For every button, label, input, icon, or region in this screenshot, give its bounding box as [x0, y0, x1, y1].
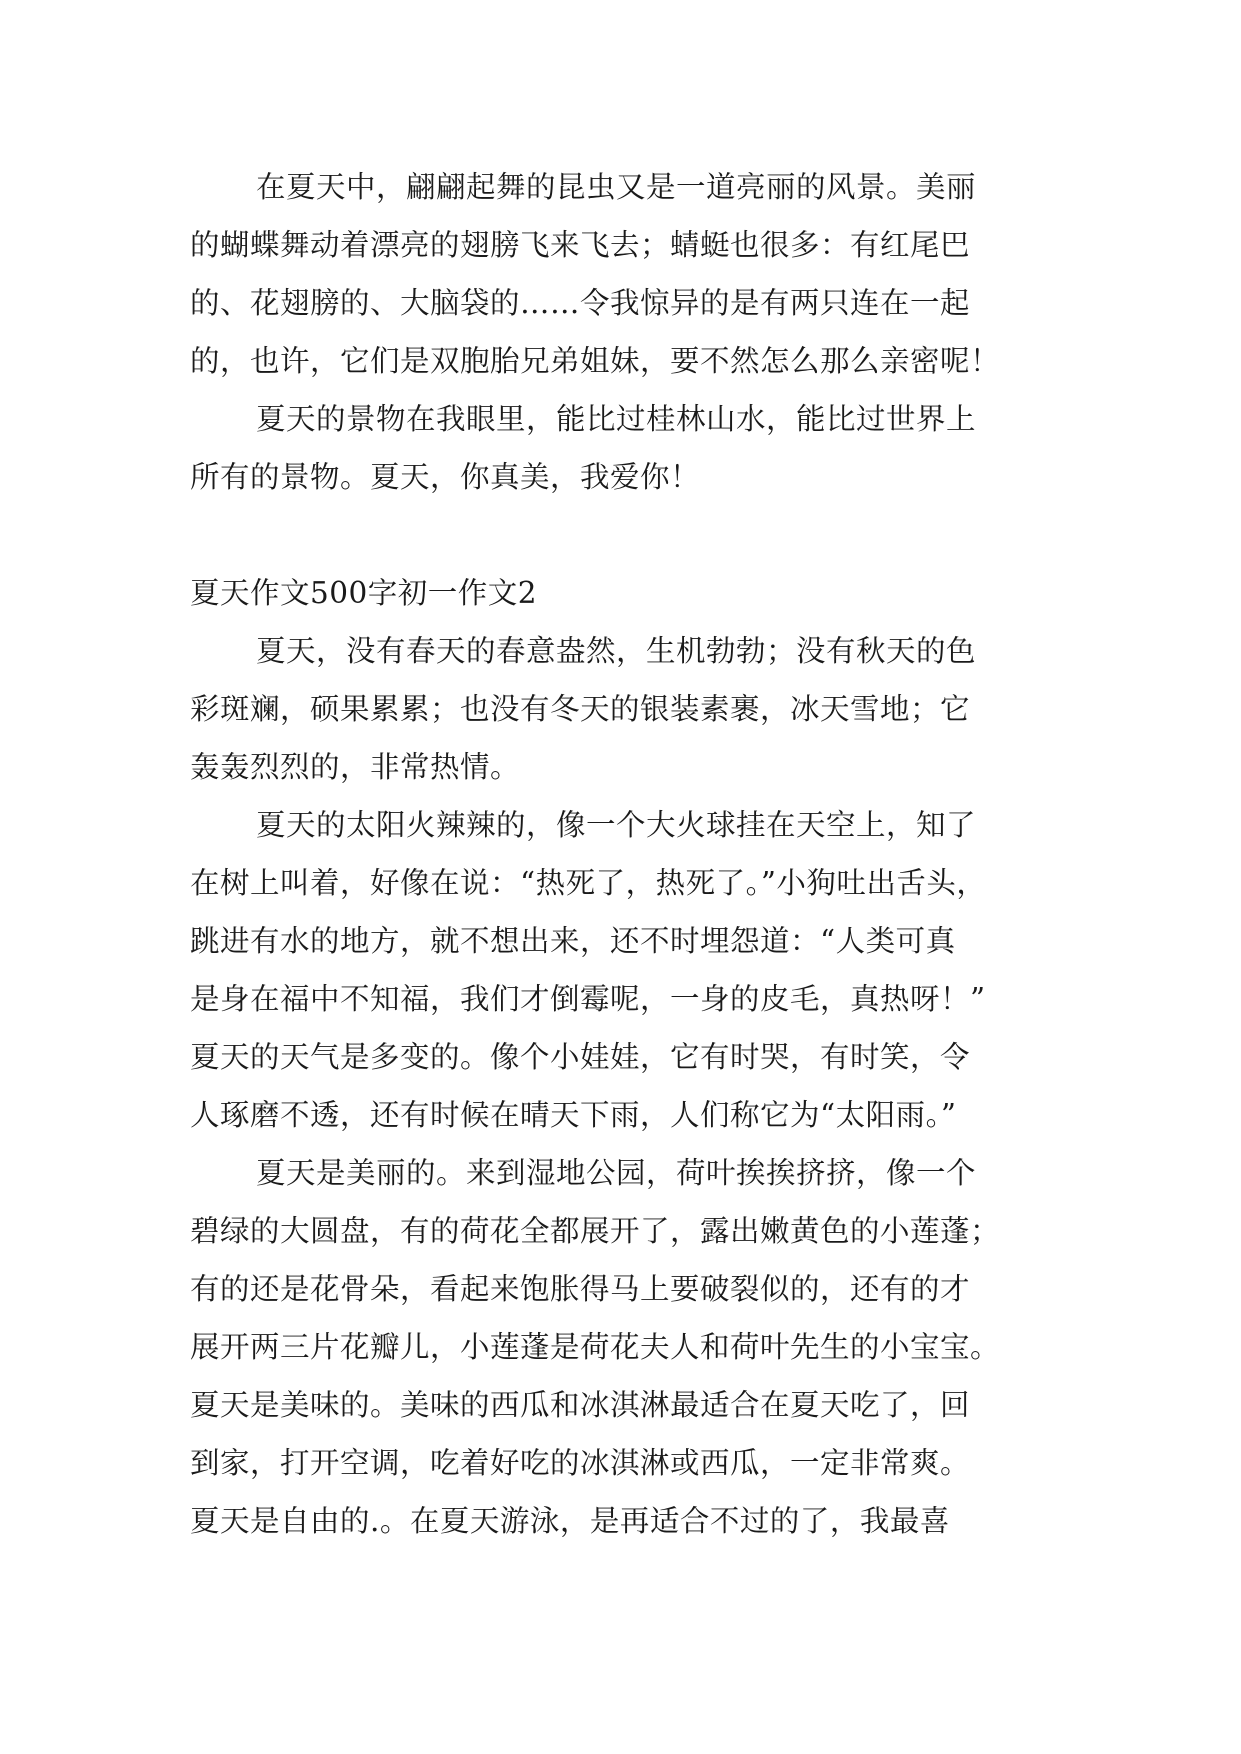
text-line: 跳进有水的地方，就不想出来，还不时埋怨道：“人类可真 [190, 924, 956, 958]
text-line: 轰轰烈烈的，非常热情。 [190, 750, 521, 784]
text-line: 夏天的天气是多变的。像个小娃娃，它有时哭，有时笑，令 [190, 1040, 971, 1074]
text-line: 展开两三片花瓣儿，小莲蓬是荷花夫人和荷叶先生的小宝宝。 [190, 1330, 1001, 1364]
text-line: 夏天的景物在我眼里，能比过桂林山水，能比过世界上 [256, 402, 977, 436]
text-line: 所有的景物。夏天，你真美，我爱你！ [190, 460, 701, 494]
text-line: 是身在福中不知福，我们才倒霉呢，一身的皮毛，真热呀！” [190, 982, 986, 1016]
text-line: 到家，打开空调，吃着好吃的冰淇淋或西瓜，一定非常爽。 [190, 1446, 971, 1480]
text-line: 的、花翅膀的、大脑袋的……令我惊异的是有两只连在一起 [190, 286, 971, 320]
text-line: 碧绿的大圆盘，有的荷花全都展开了，露出嫩黄色的小莲蓬； [190, 1214, 1001, 1248]
document-body [190, 158, 1050, 1550]
text-line: 有的还是花骨朵，看起来饱胀得马上要破裂似的，还有的才 [190, 1272, 971, 1306]
text-line: 人琢磨不透，还有时候在晴天下雨，人们称它为“太阳雨。” [190, 1098, 957, 1132]
text-line: 在树上叫着，好像在说：“热死了，热死了。”小狗吐出舌头， [190, 866, 987, 900]
text-line: 的蝴蝶舞动着漂亮的翅膀飞来飞去；蜻蜓也很多：有红尾巴 [190, 228, 971, 262]
section-heading: 夏天作文500字初一作文2 [190, 576, 538, 610]
text-line: 夏天是美丽的。来到湿地公园，荷叶挨挨挤挤，像一个 [256, 1156, 977, 1190]
text-line: 夏天是美味的。美味的西瓜和冰淇淋最适合在夏天吃了，回 [190, 1388, 971, 1422]
text-line: 彩斑斓，硕果累累；也没有冬天的银装素裹，冰天雪地；它 [190, 692, 971, 726]
text-line: 的，也许，它们是双胞胎兄弟姐妹，要不然怎么那么亲密呢！ [190, 344, 1001, 378]
text-line: 夏天，没有春天的春意盎然，生机勃勃；没有秋天的色 [256, 634, 977, 668]
text-line: 在夏天中，翩翩起舞的昆虫又是一道亮丽的风景。美丽 [256, 170, 977, 204]
section-gap [190, 506, 1050, 564]
text-line: 夏天的太阳火辣辣的，像一个大火球挂在天空上，知了 [256, 808, 977, 842]
text-line: 夏天是自由的.。在夏天游泳，是再适合不过的了，我最喜 [190, 1504, 950, 1538]
